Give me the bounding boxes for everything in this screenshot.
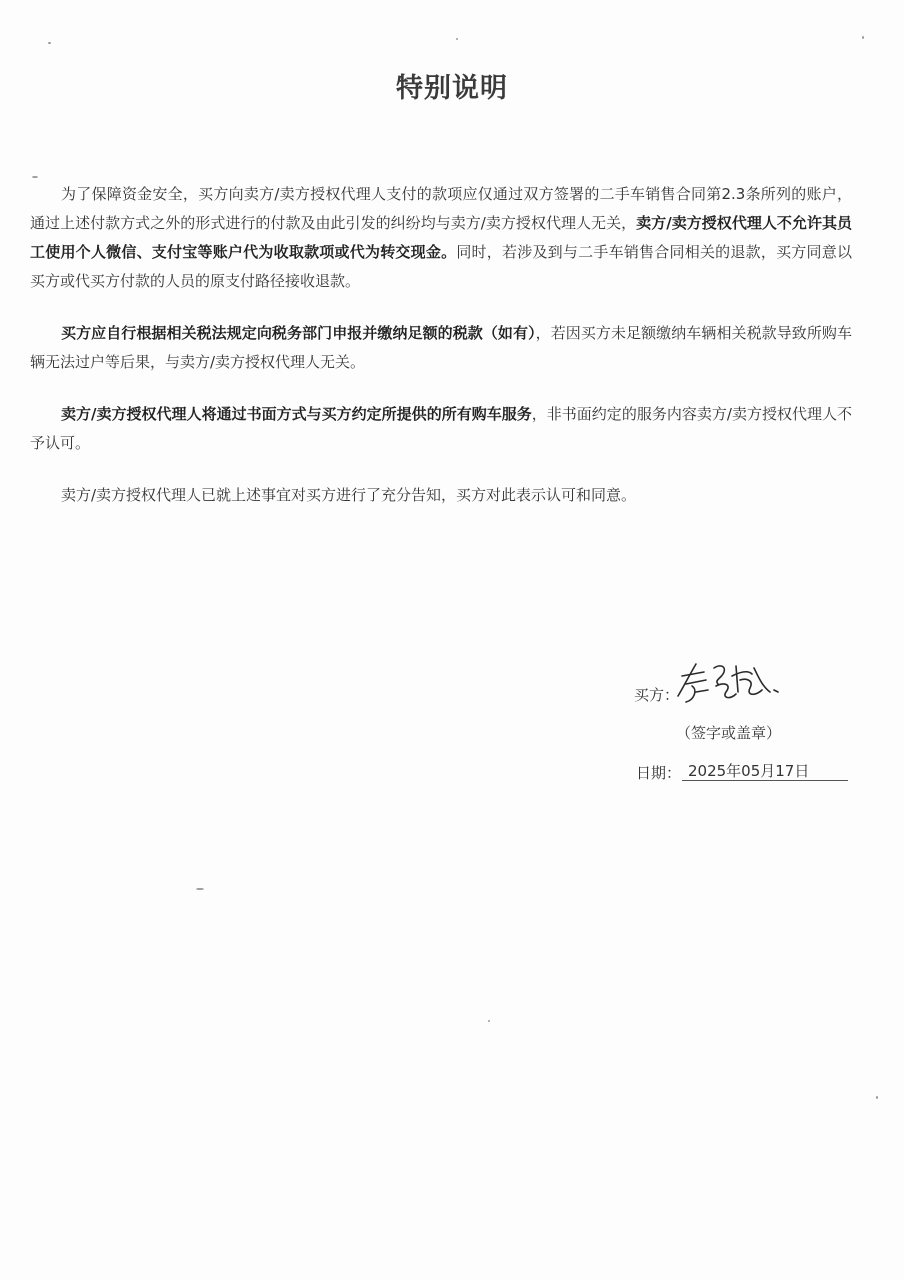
document-title: 特别说明	[396, 73, 508, 104]
scan-speck	[876, 1096, 878, 1099]
date-value: 2025年05月17日	[682, 762, 848, 781]
handwritten-signature	[674, 656, 784, 706]
paragraph-payment-security	[30, 180, 852, 296]
scan-speck	[196, 888, 204, 890]
paragraph-bold-text: 卖方/卖方授权代理人不允许其员工使用个人微信、支付宝等账户代为收取款项或代为转交现金。	[30, 214, 853, 261]
document-body	[30, 180, 852, 533]
scan-speck	[456, 38, 458, 40]
paragraph-text: 卖方/卖方授权代理人已就上述事宜对买方进行了充分告知，买方对此表示认可和同意。	[61, 486, 637, 504]
paragraph-text: ，若因买方未足额缴纳车辆相关税款导致所购车辆无法过户等后果，与卖方/卖方授权代理人无关。	[30, 324, 852, 371]
paragraph-acknowledgement	[30, 481, 852, 510]
scan-speck	[32, 176, 38, 178]
paragraph-services	[30, 400, 852, 458]
paragraph-bold-text: 买方应自行根据相关税法规定向税务部门申报并缴纳足额的税款（如有）	[61, 324, 536, 342]
scan-speck	[488, 1020, 490, 1022]
paragraph-tax	[30, 319, 852, 377]
paragraph-text: 为了保障资金安全，买方向卖方/卖方授权代理人支付的款项应仅通过双方签署的二手车销售合同第2.3条所列的账户，通过上述付款方式之外的形式进行的付款及由此引发的纠纷均与卖方/卖方授权代理人无关，	[30, 185, 852, 232]
date-label: 日期：	[636, 764, 682, 782]
paragraph-text: ，非书面约定的服务内容卖方/卖方授权代理人不予认可。	[30, 405, 853, 452]
sign-or-seal-note: （签字或盖章）	[676, 724, 782, 742]
scan-speck	[862, 36, 864, 39]
buyer-label: 买方：	[634, 686, 680, 704]
scan-speck	[48, 42, 51, 44]
paragraph-bold-text: 卖方/卖方授权代理人将通过书面方式与买方约定所提供的所有购车服务	[61, 405, 532, 423]
paragraph-text: 同时，若涉及到与二手车销售合同相关的退款，买方同意以买方或代买方付款的人员的原支付路径接收退款。	[30, 243, 852, 290]
signature-block	[630, 652, 870, 792]
